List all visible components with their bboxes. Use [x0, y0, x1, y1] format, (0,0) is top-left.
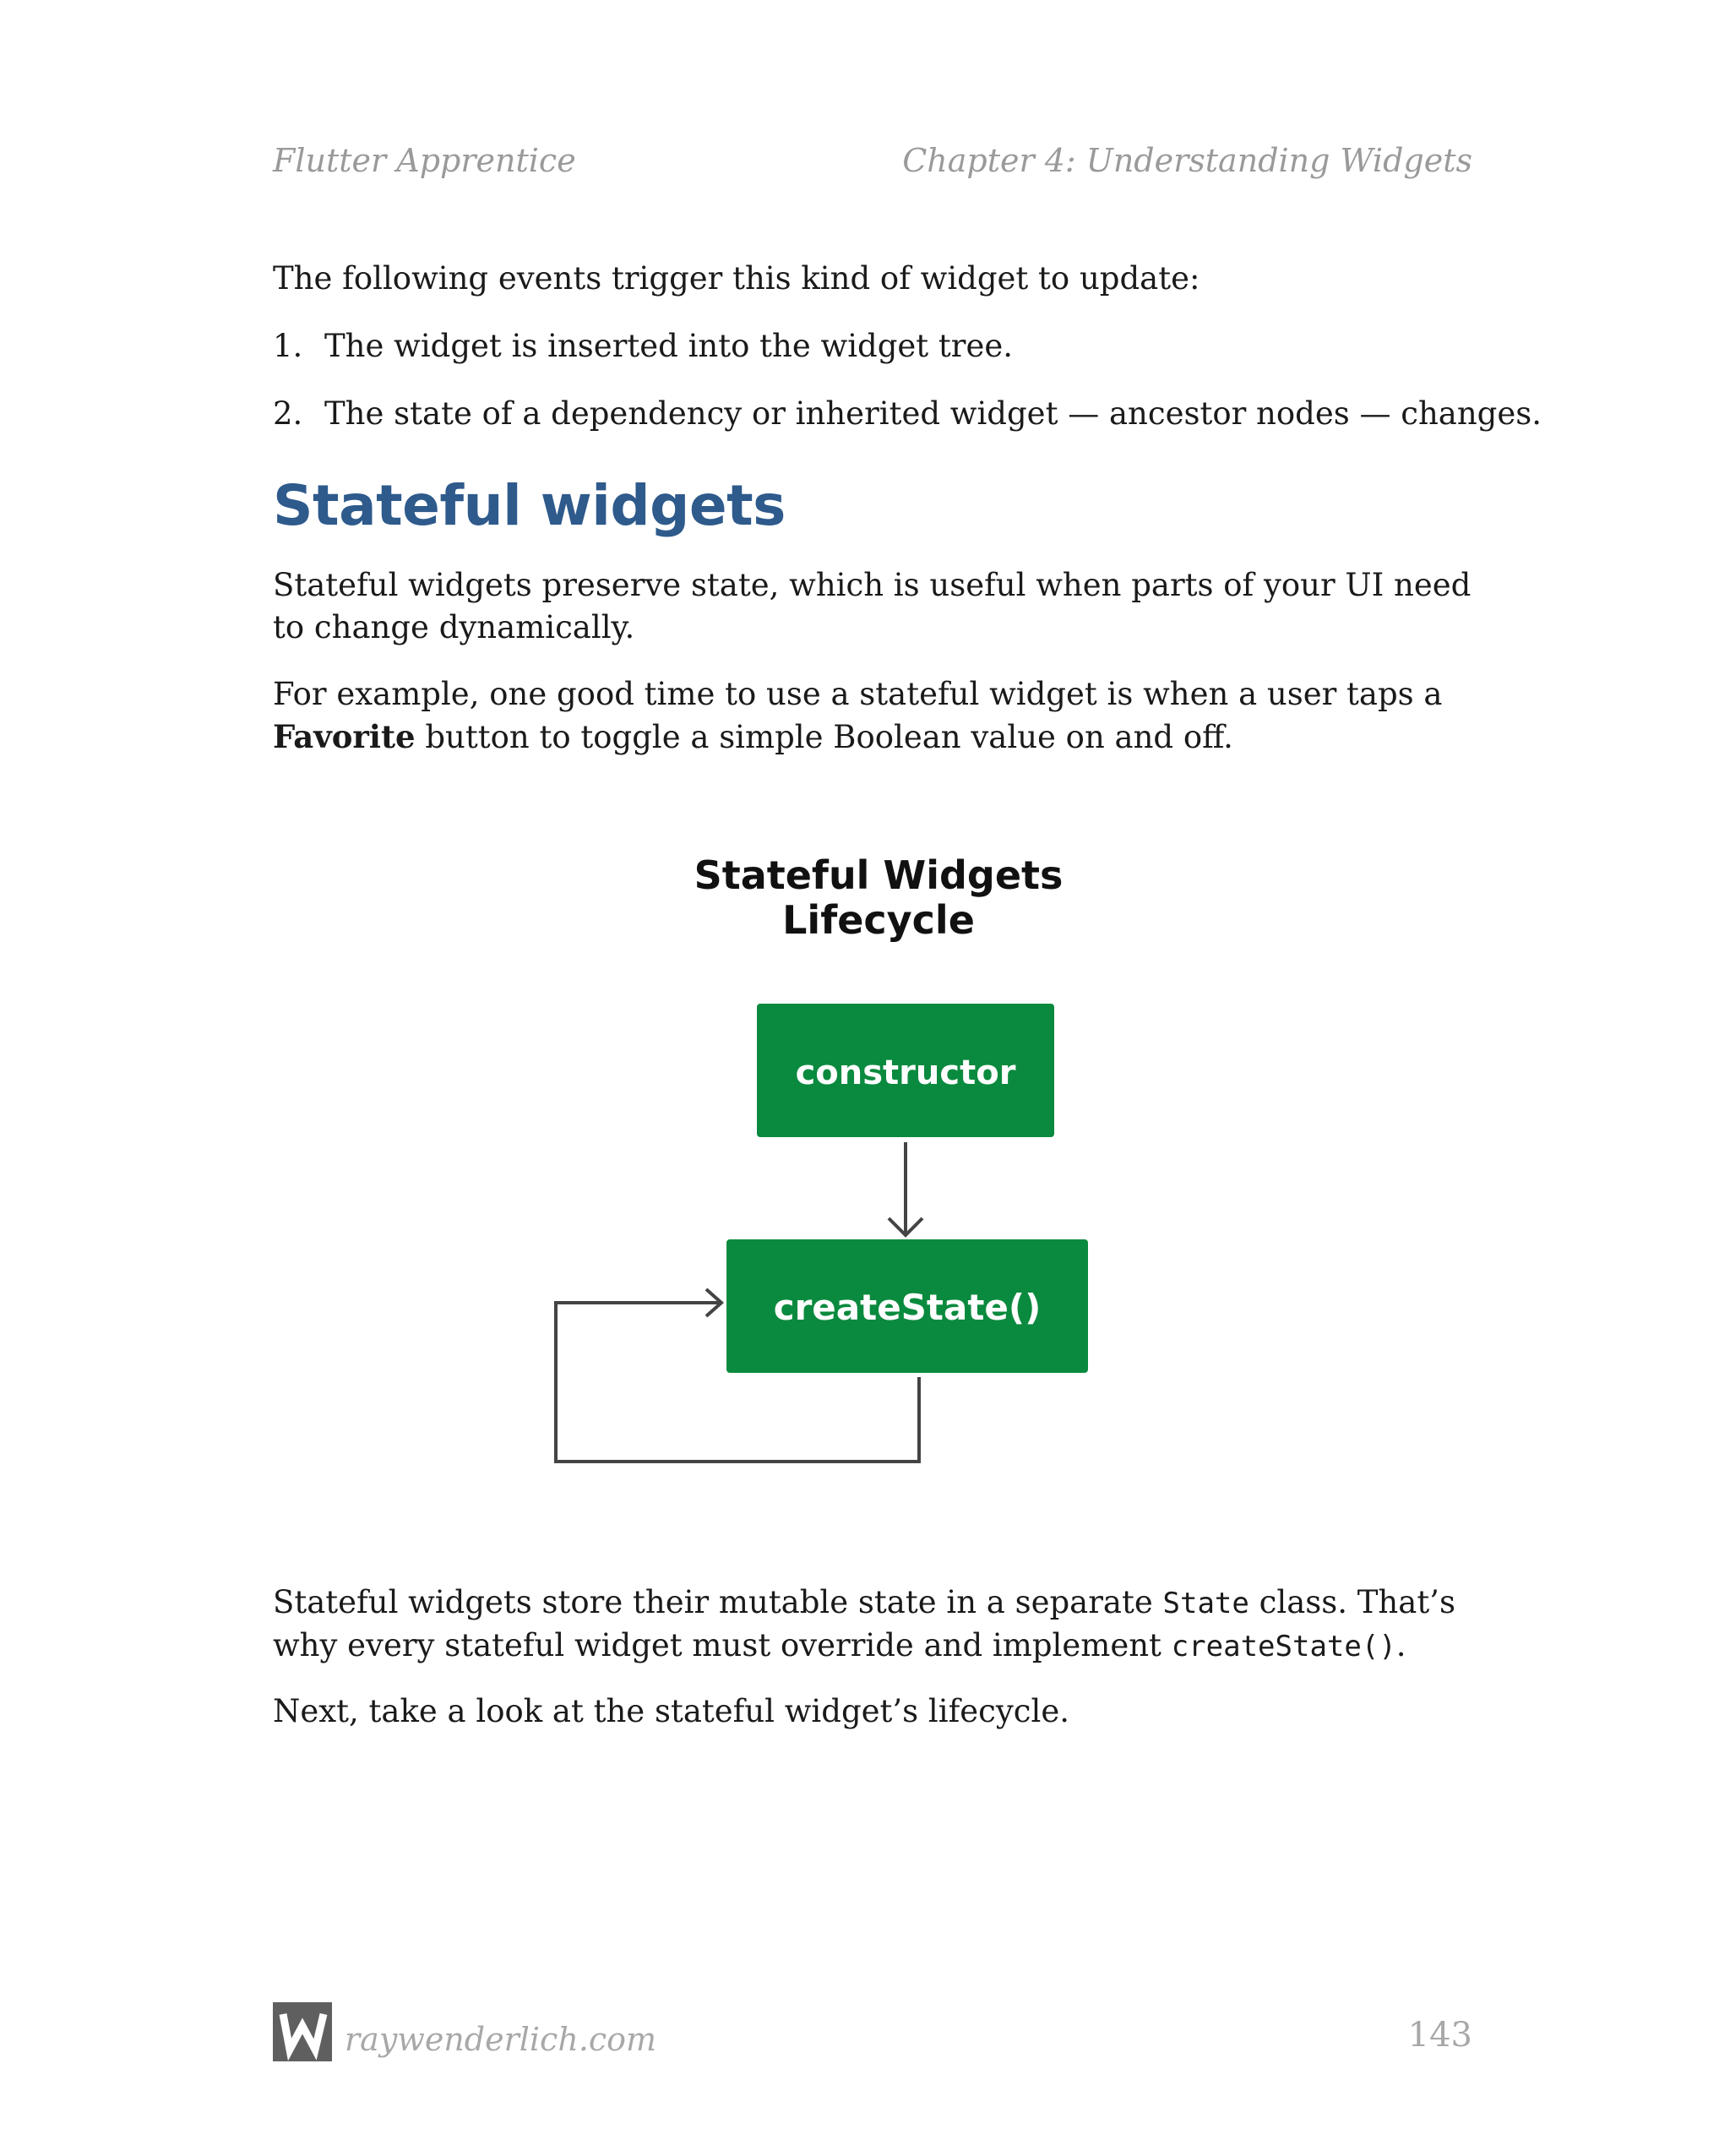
diagram-title-line2: Lifecycle	[782, 897, 975, 943]
code-term: State	[1162, 1587, 1249, 1620]
down-arrow	[889, 1142, 922, 1235]
running-header-book-title: Flutter Apprentice	[273, 142, 576, 179]
raywenderlich-logo-icon	[273, 2002, 332, 2061]
list-number: 1.	[273, 328, 303, 364]
lifecycle-diagram	[507, 828, 1183, 1521]
paragraph	[273, 1582, 1472, 1668]
code-term: createState()	[1171, 1630, 1396, 1663]
paragraph: Next, take a look at the stateful widget’s lifecycle.	[273, 1693, 1070, 1729]
createstate-label: createState()	[773, 1287, 1042, 1328]
constructor-label: constructor	[795, 1054, 1016, 1092]
paragraph-text: For example, one good time to use a stateful widget is when a user taps a	[273, 676, 1443, 712]
paragraph: Stateful widgets preserve state, which is useful when parts of your UI need to change dynamically.	[273, 567, 1472, 645]
paragraph	[273, 673, 1472, 759]
paragraph-text: .	[1395, 1627, 1406, 1663]
footer-site-name: raywenderlich.com	[345, 2021, 657, 2058]
intro-paragraph: The following events trigger this kind of widget to update:	[273, 260, 1200, 297]
running-header-chapter-title: Chapter 4: Understanding Widgets	[902, 142, 1472, 179]
list-text: The state of a dependency or inherited widget — ancestor nodes — changes.	[324, 395, 1542, 432]
page-number: 143	[1407, 2016, 1472, 2055]
paragraph-text: Stateful widgets store their mutable state in a separate	[273, 1584, 1163, 1620]
diagram-title-line1: Stateful Widgets	[694, 852, 1064, 898]
paragraph-text: button to toggle a simple Boolean value on and off.	[415, 719, 1233, 755]
bold-term: Favorite	[273, 718, 416, 755]
list-text: The widget is inserted into the widget tree.	[324, 328, 1014, 364]
list-number: 2.	[273, 395, 303, 432]
section-heading: Stateful widgets	[273, 473, 786, 538]
paragraph-text: class. That’s why every stateful widget must override and implement	[273, 1584, 1455, 1663]
